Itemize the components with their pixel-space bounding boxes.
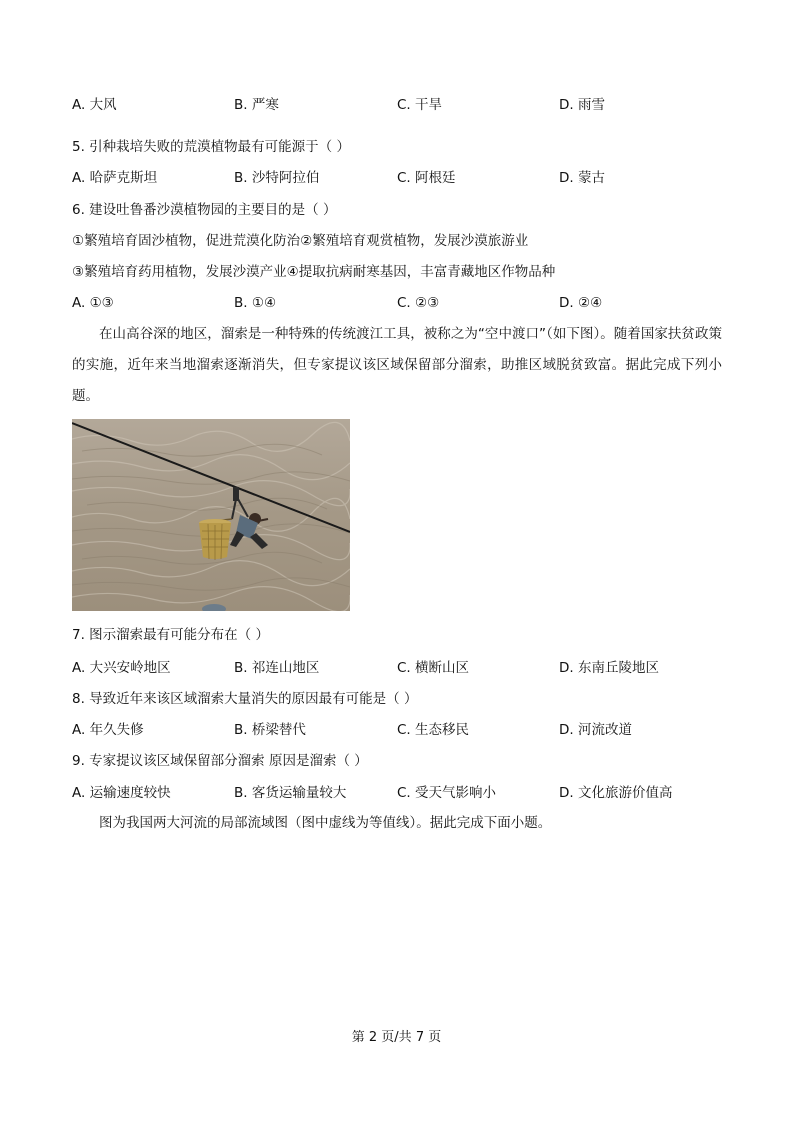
- q4-option-a: A. 大风: [72, 97, 117, 113]
- q5-options: [72, 169, 722, 187]
- q8-options: [72, 721, 722, 739]
- q7-option-c: C. 横断山区: [397, 660, 470, 676]
- q6-statement-line-1: ①繁殖培育固沙植物，促进荒漠化防治②繁殖培育观赏植物，发展沙漠旅游业: [72, 233, 529, 249]
- q8-stem: 8. 导致近年来该区域溜索大量消失的原因最有可能是（ ）: [72, 691, 418, 707]
- q7-option-a: A. 大兴安岭地区: [72, 660, 171, 676]
- q7-options: [72, 659, 722, 677]
- q5-option-d: D. 蒙古: [559, 170, 605, 186]
- q6-stem: 6. 建设吐鲁番沙漠植物园的主要目的是（ ）: [72, 202, 337, 218]
- q5-option-a: A. 哈萨克斯坦: [72, 170, 158, 186]
- q6-option-d: D. ②④: [559, 295, 603, 311]
- q8-option-a: A. 年久失修: [72, 722, 144, 738]
- q5-option-c: C. 阿根廷: [397, 170, 456, 186]
- q5-option-b: B. 沙特阿拉伯: [234, 170, 320, 186]
- q6-option-b: B. ①④: [234, 295, 277, 311]
- zipline-photo: [72, 419, 350, 611]
- q6-option-c: C. ②③: [397, 295, 440, 311]
- q9-option-c: C. 受天气影响小: [397, 785, 497, 801]
- passage-rivers: 图为我国两大河流的局部流域图（图中虚线为等值线）。据此完成下面小题。: [99, 815, 552, 831]
- q4-option-c: C. 干旱: [397, 97, 443, 113]
- q6-options: [72, 294, 722, 312]
- q8-option-c: C. 生态移民: [397, 722, 470, 738]
- q6-option-a: A. ①③: [72, 295, 114, 311]
- passage-zipline: 在山高谷深的地区，溜索是一种特殊的传统渡江工具，被称之为“空中渡口”（如下图）。随着国家扶贫政策的实施，近年来当地溜索逐渐消失，但专家提议该区域保留部分溜索，助推区域脱贫致富。据此完成下列小题。: [72, 326, 722, 404]
- q9-option-a: A. 运输速度较快: [72, 785, 171, 801]
- q7-stem: 7. 图示溜索最有可能分布在（ ）: [72, 627, 269, 643]
- q9-options: [72, 784, 722, 802]
- q6-statement-line-2: ③繁殖培育药用植物，发展沙漠产业④提取抗病耐寒基因，丰富青藏地区作物品种: [72, 264, 556, 280]
- page-footer: 第 2 页/共 7 页: [351, 1030, 442, 1045]
- q8-option-d: D. 河流改道: [559, 722, 632, 738]
- q8-option-b: B. 桥梁替代: [234, 722, 306, 738]
- q4-option-b: B. 严寒: [234, 97, 279, 113]
- q9-stem: 9. 专家提议该区域保留部分溜索 原因是溜索（ ）: [72, 753, 368, 769]
- q9-option-b: B. 客货运输量较大: [234, 785, 347, 801]
- q5-stem: 5. 引种栽培失败的荒漠植物最有可能源于（ ）: [72, 139, 350, 155]
- q7-option-b: B. 祁连山地区: [234, 660, 320, 676]
- q9-option-d: D. 文化旅游价值高: [559, 785, 673, 801]
- q4-option-d: D. 雨雪: [559, 97, 605, 113]
- q7-option-d: D. 东南丘陵地区: [559, 660, 659, 676]
- q4-options: [72, 96, 722, 114]
